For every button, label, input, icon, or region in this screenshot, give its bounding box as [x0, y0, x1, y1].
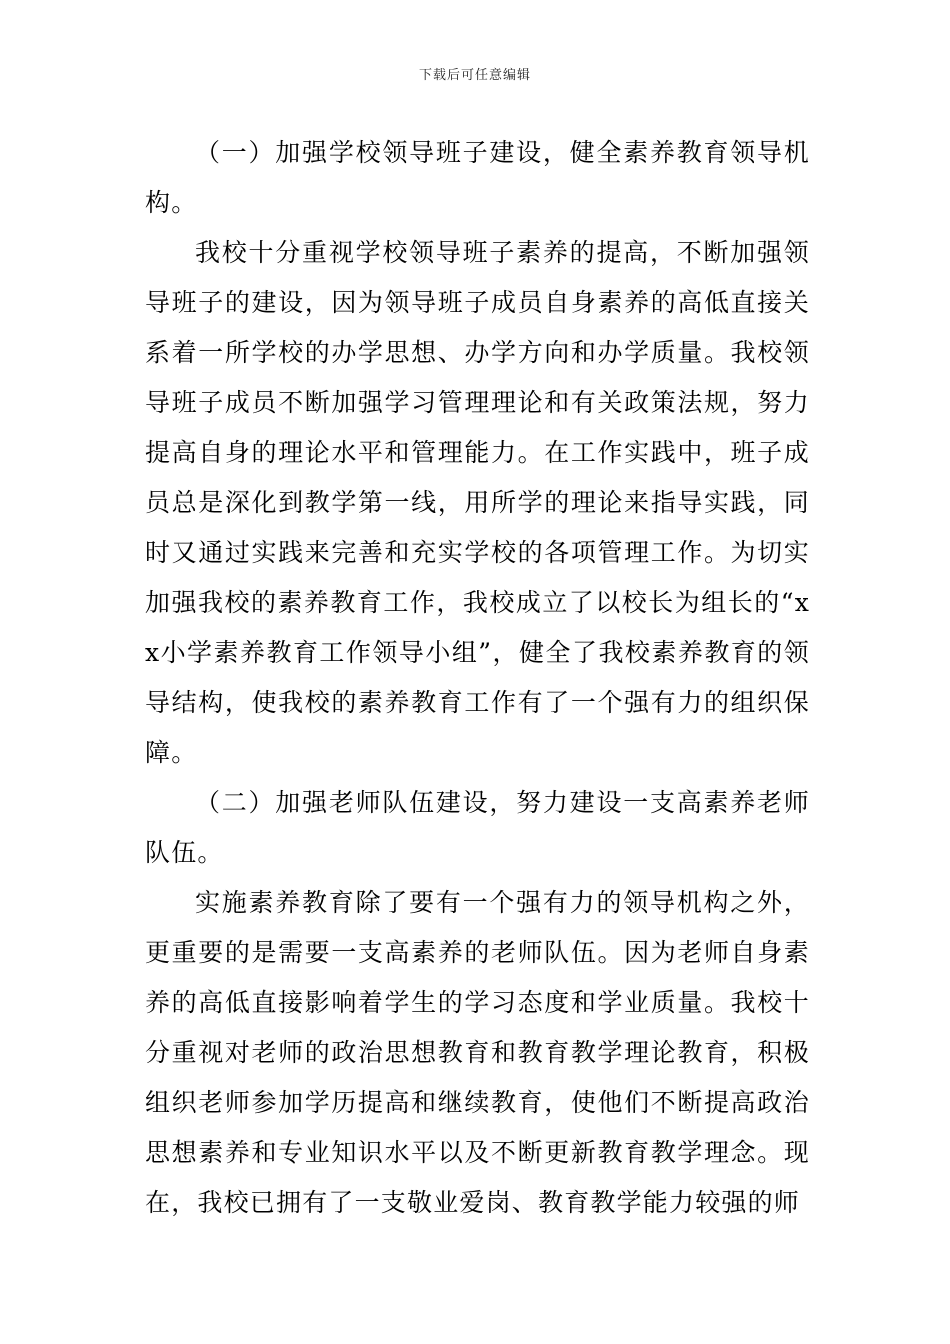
section-heading-1: （一）加强学校领导班子建设，健全素养教育领导机构。	[145, 138, 810, 217]
paragraph-leadership: 我校十分重视学校领导班子素养的提高，不断加强领导班子的建设，因为领导班子成员自身素养的高低直接关系着一所学校的办学思想、办学方向和办学质量。我校领导班子成员不断加强学习管理理论和有关政策法规，努力提高自身的理论水平和管理能力。在工作实践中，班子成员总是深化到教学第一线，用所学的理论来指导实践，同时又通过实践来完善和充实学校的各项管理工作。为切实加强我校的素养教育工作，我校成立了以校长为组长的“xx小学素养教育工作领导小组”，健全了我校素养教育的领导结构，使我校的素养教育工作有了一个强有力的组织保障。	[145, 238, 810, 767]
section-heading-2: （二）加强老师队伍建设，努力建设一支高素养老师队伍。	[145, 788, 810, 867]
page-header-note: 下载后可任意编辑	[418, 68, 531, 83]
document-body	[145, 128, 810, 1228]
paragraph-teachers: 实施素养教育除了要有一个强有力的领导机构之外，更重要的是需要一支高素养的老师队伍。因为老师自身素养的高低直接影响着学生的学习态度和学业质量。我校十分重视对老师的政治思想教育和教育教学理论教育，积极组织老师参加学历提高和继续教育，使他们不断提高政治思想素养和专业知识水平以及不断更新教育教学理念。现在，我校已拥有了一支敬业爱岗、教育教学能力较强的师	[145, 888, 810, 1217]
